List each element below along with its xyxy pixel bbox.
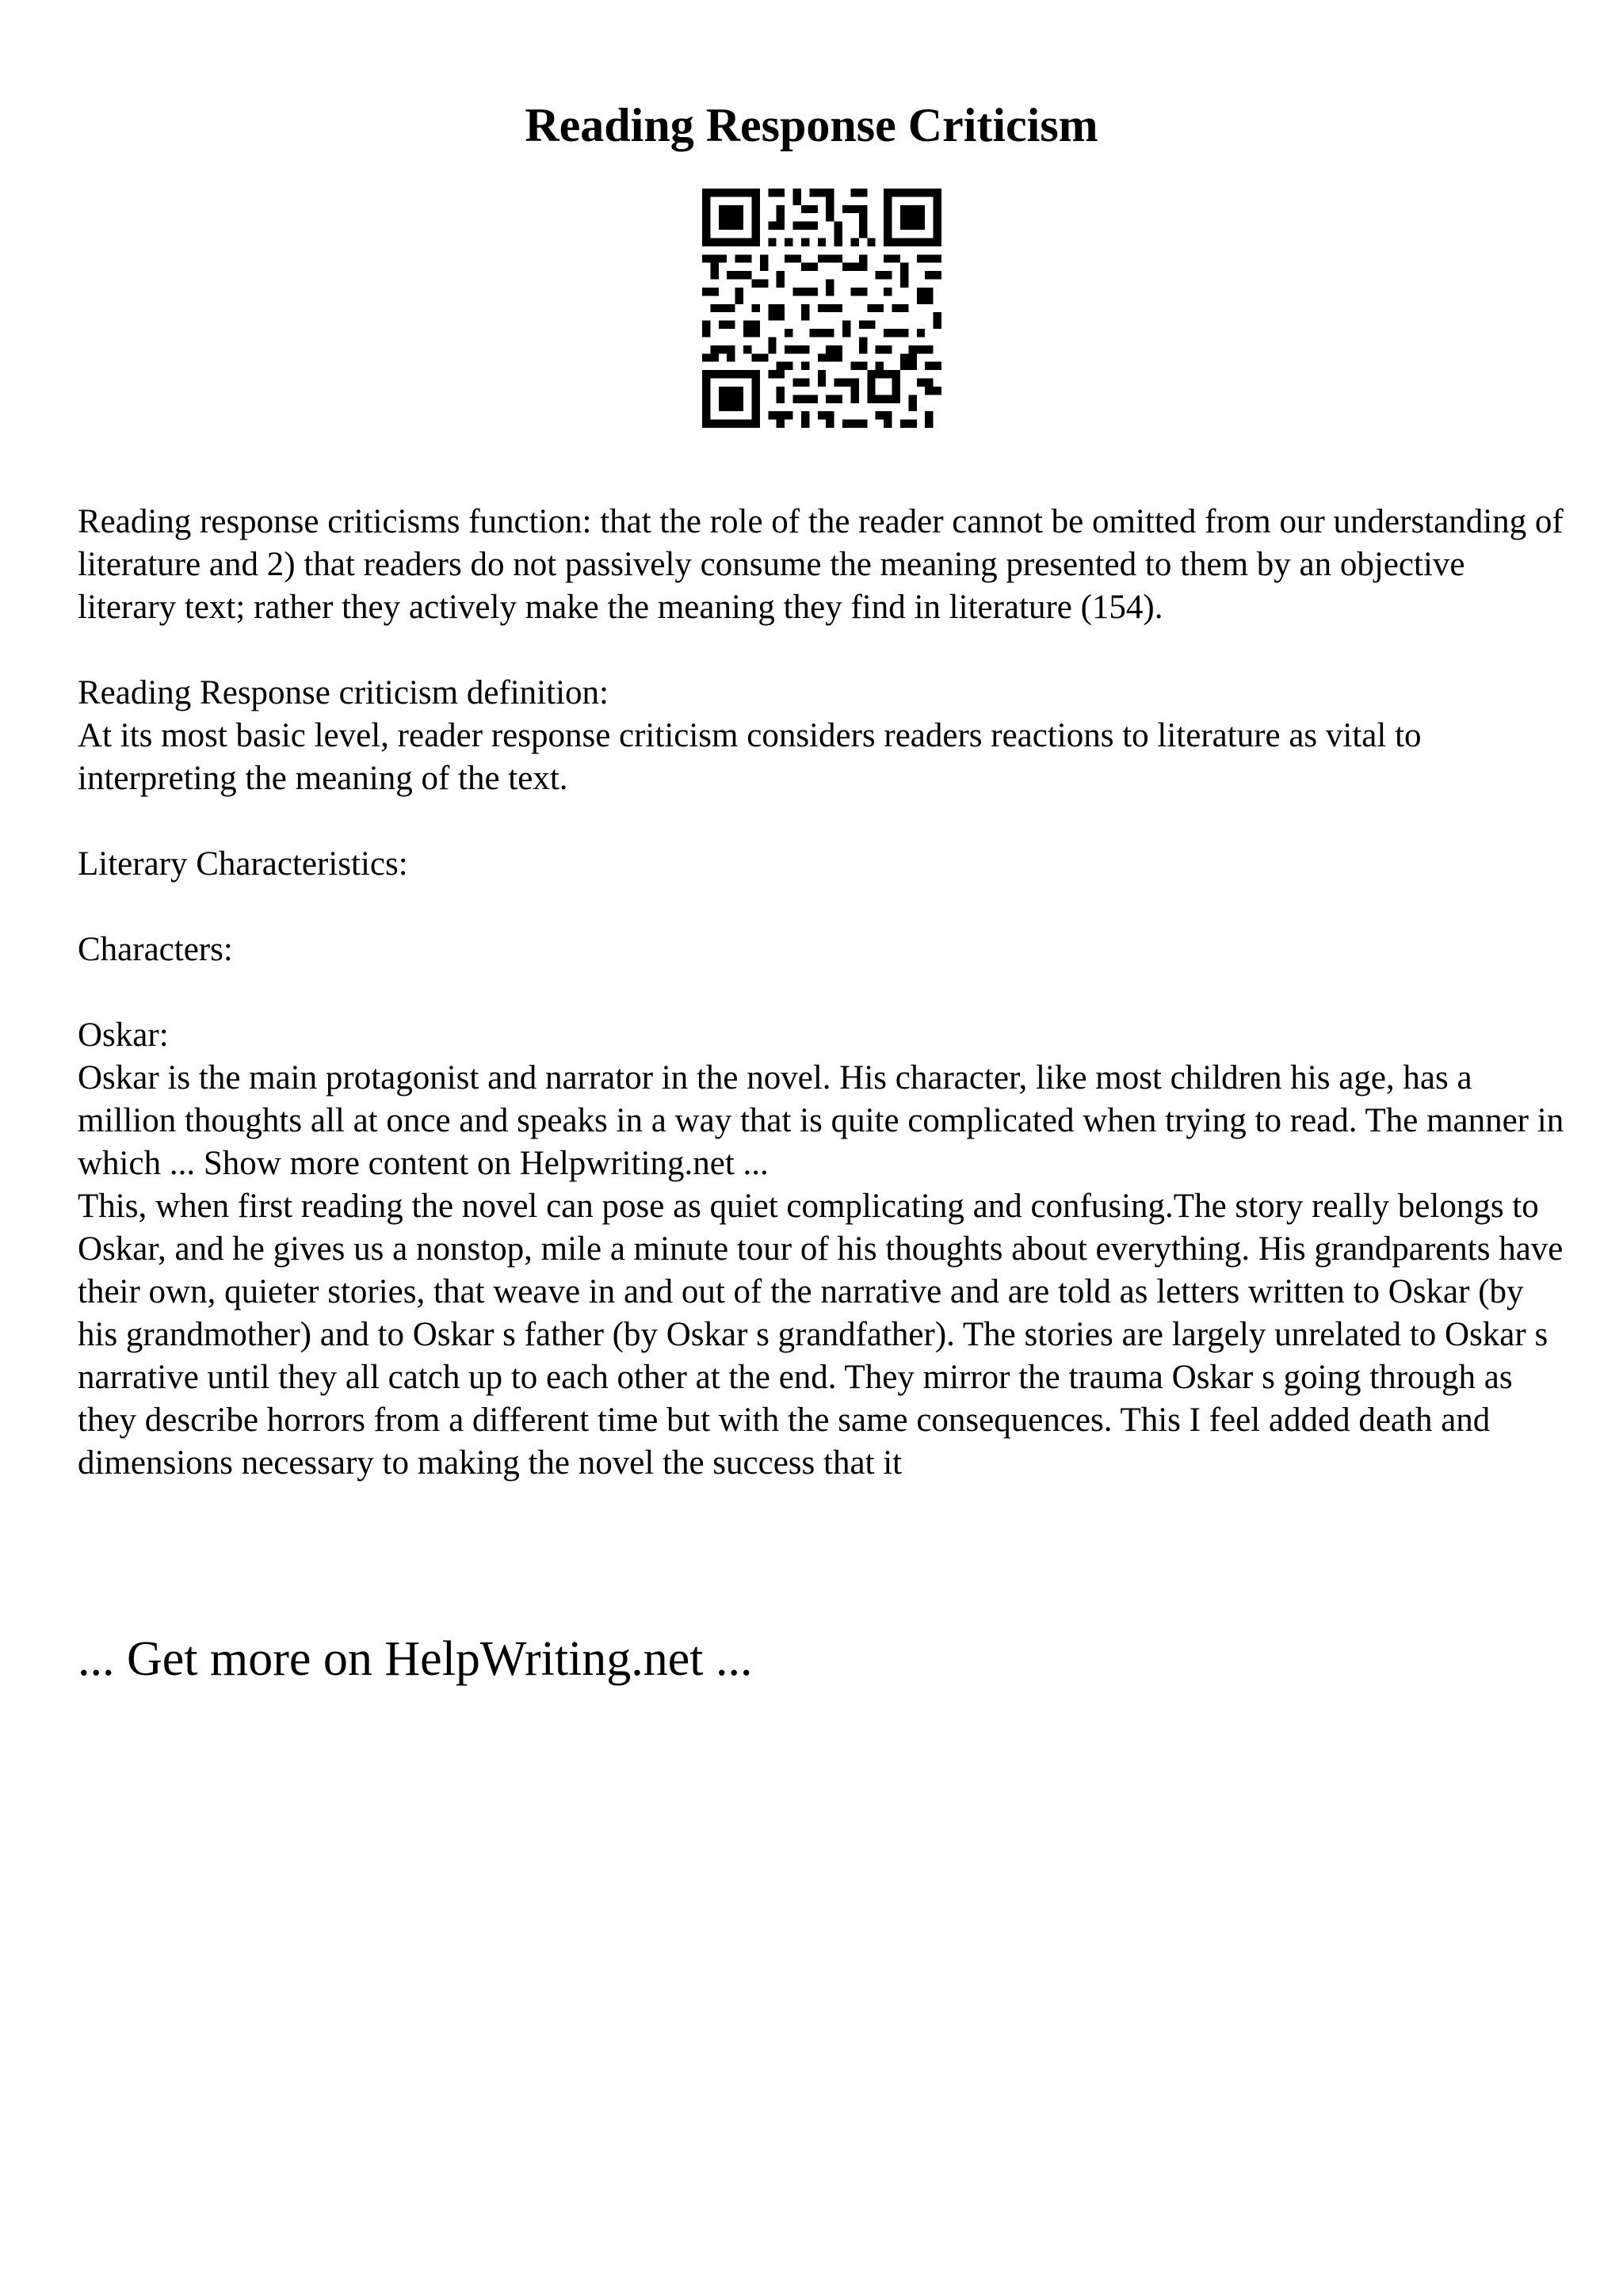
heading-oskar: Oskar:	[78, 1016, 169, 1054]
page-title: Reading Response Criticism	[525, 99, 1098, 151]
paragraph-story: This, when first reading the novel can pose as quiet complicating and confusing.The story really belongs to Oskar, and he gives us a nonstop, mile a minute tour of his thoughts about everything. His grandparents have their own, quieter stories, that weave in and out of the narrative and are told as letters written to Oskar (by his grandmother) and to Oskar s father (by Oskar s grandfather). The stories are largely unrelated to Oskar s narrative until they all catch up to each other at the end. They mirror the trauma Oskar s going through as they describe horrors from a different time but with the same consequences. This I feel added death and dimensions necessary to making the novel the success that it	[78, 1188, 1572, 1482]
paragraph-definition-heading: Reading Response criticism definition:	[78, 674, 609, 711]
paragraph-definition: At its most basic level, reader response criticism considers readers reactions to literature as vital to interpreting the meaning of the text.	[78, 717, 1430, 797]
qr-code-icon[interactable]	[702, 189, 941, 428]
heading-characters: Characters:	[78, 931, 233, 968]
get-more-link[interactable]: ... Get more on HelpWriting.net ...	[78, 1632, 753, 1686]
paragraph-oskar: Oskar is the main protagonist and narrator in the novel. His character, like most children his age, has a million thoughts all at once and speaks in a way that is quite complicated when trying to read. The manner in which ... Show more content on Helpwriting.net ...	[78, 1059, 1572, 1182]
paragraph-function: Reading response criticisms function: that the role of the reader cannot be omitted from our understanding of literature and 2) that readers do not passively consume the meaning presented to them by an objective literary text; rather they actively make the meaning they find in literature (154).	[78, 503, 1572, 626]
heading-literary-characteristics: Literary Characteristics:	[78, 845, 408, 883]
document-body	[78, 501, 1572, 1485]
